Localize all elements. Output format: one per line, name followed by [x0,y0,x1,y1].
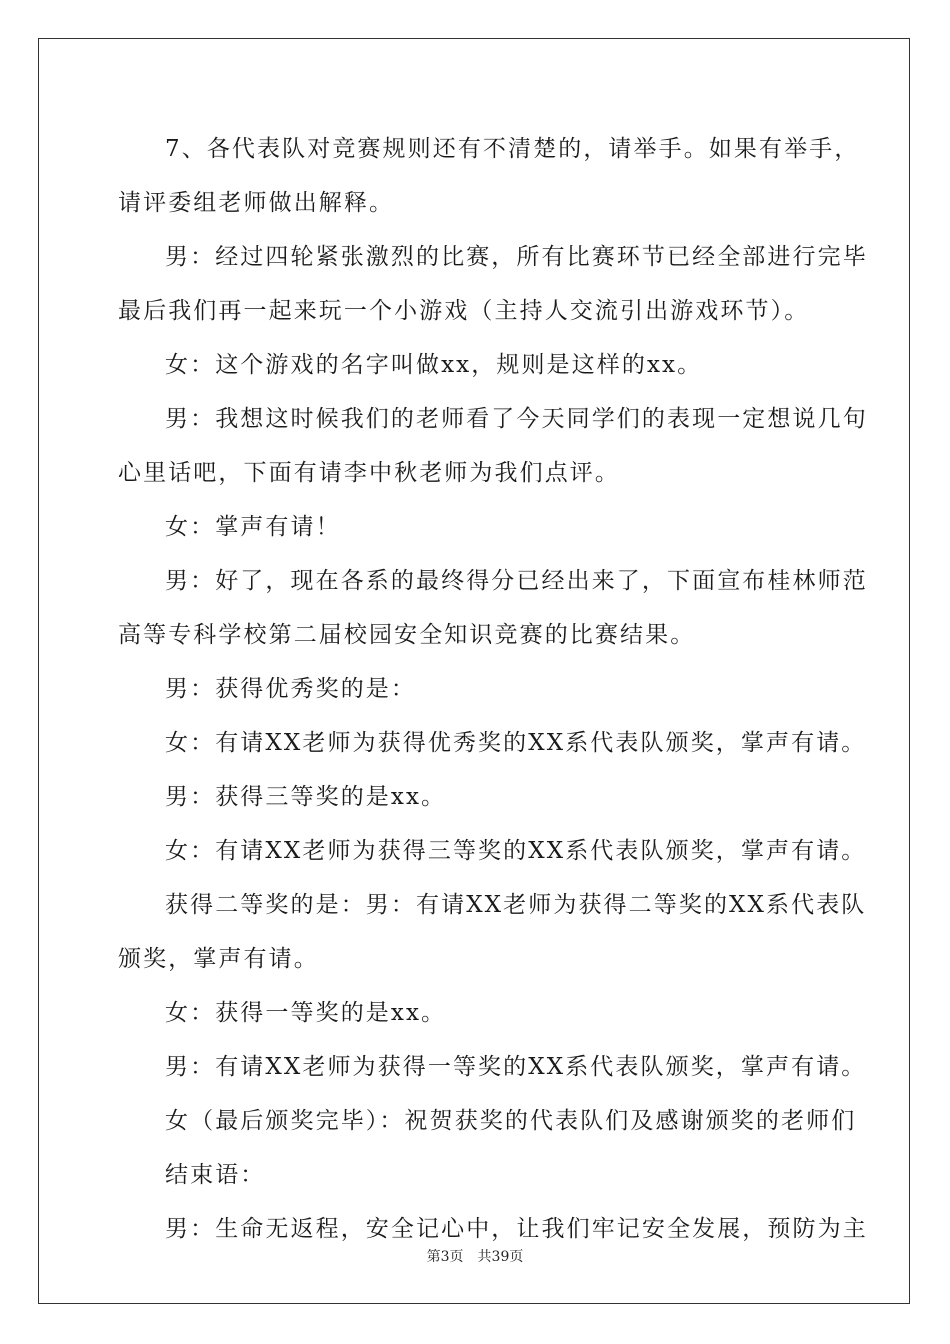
paragraph-line: 男：获得三等奖的是xx。 [165,784,447,810]
paragraph-line: 结束语： [165,1162,266,1188]
paragraph-line: 女：有请XX老师为获得三等奖的XX系代表队颁奖，掌声有请。 [165,838,867,864]
paragraph-line: 7、各代表队对竞赛规则还有不清楚的，请举手。如果有举手， [165,136,860,162]
paragraph-line: 男：经过四轮紧张激烈的比赛，所有比赛环节已经全部进行完毕 [165,244,868,270]
document-body [118,122,868,1256]
paragraph-line: 高等专科学校第二届校园安全知识竞赛的比赛结果。 [118,622,696,648]
paragraph-line: 男：有请XX老师为获得一等奖的XX系代表队颁奖，掌声有请。 [165,1054,867,1080]
page-footer [0,1246,950,1266]
paragraph-line: 男：好了，现在各系的最终得分已经出来了，下面宣布桂林师范 [165,568,868,594]
paragraph-line: 获得二等奖的是：男：有请XX老师为获得二等奖的XX系代表队 [165,892,867,918]
paragraph-line: 请评委组老师做出解释。 [118,190,395,216]
paragraph-line: 女：这个游戏的名字叫做xx，规则是这样的xx。 [165,352,703,378]
paragraph-line: 女：掌声有请！ [165,514,341,540]
paragraph-line: 女：获得一等奖的是xx。 [165,1000,447,1026]
paragraph-line: 男：我想这时候我们的老师看了今天同学们的表现一定想说几句 [165,406,868,432]
paragraph-line: 男：获得优秀奖的是： [165,676,416,702]
paragraph-line: 女（最后颁奖完毕）：祝贺获奖的代表队们及感谢颁奖的老师们 [165,1108,857,1134]
paragraph-line: 女：有请XX老师为获得优秀奖的XX系代表队颁奖，掌声有请。 [165,730,867,756]
page-total: 共39页 [477,1249,524,1265]
paragraph-line: 男：生命无返程，安全记心中，让我们牢记安全发展，预防为主 [165,1216,868,1242]
paragraph-line: 最后我们再一起来玩一个小游戏（主持人交流引出游戏环节）。 [118,298,810,324]
paragraph-line: 心里话吧，下面有请李中秋老师为我们点评。 [118,460,620,486]
page-number: 第3页 [426,1249,464,1265]
paragraph-line: 颁奖，掌声有请。 [118,946,319,972]
